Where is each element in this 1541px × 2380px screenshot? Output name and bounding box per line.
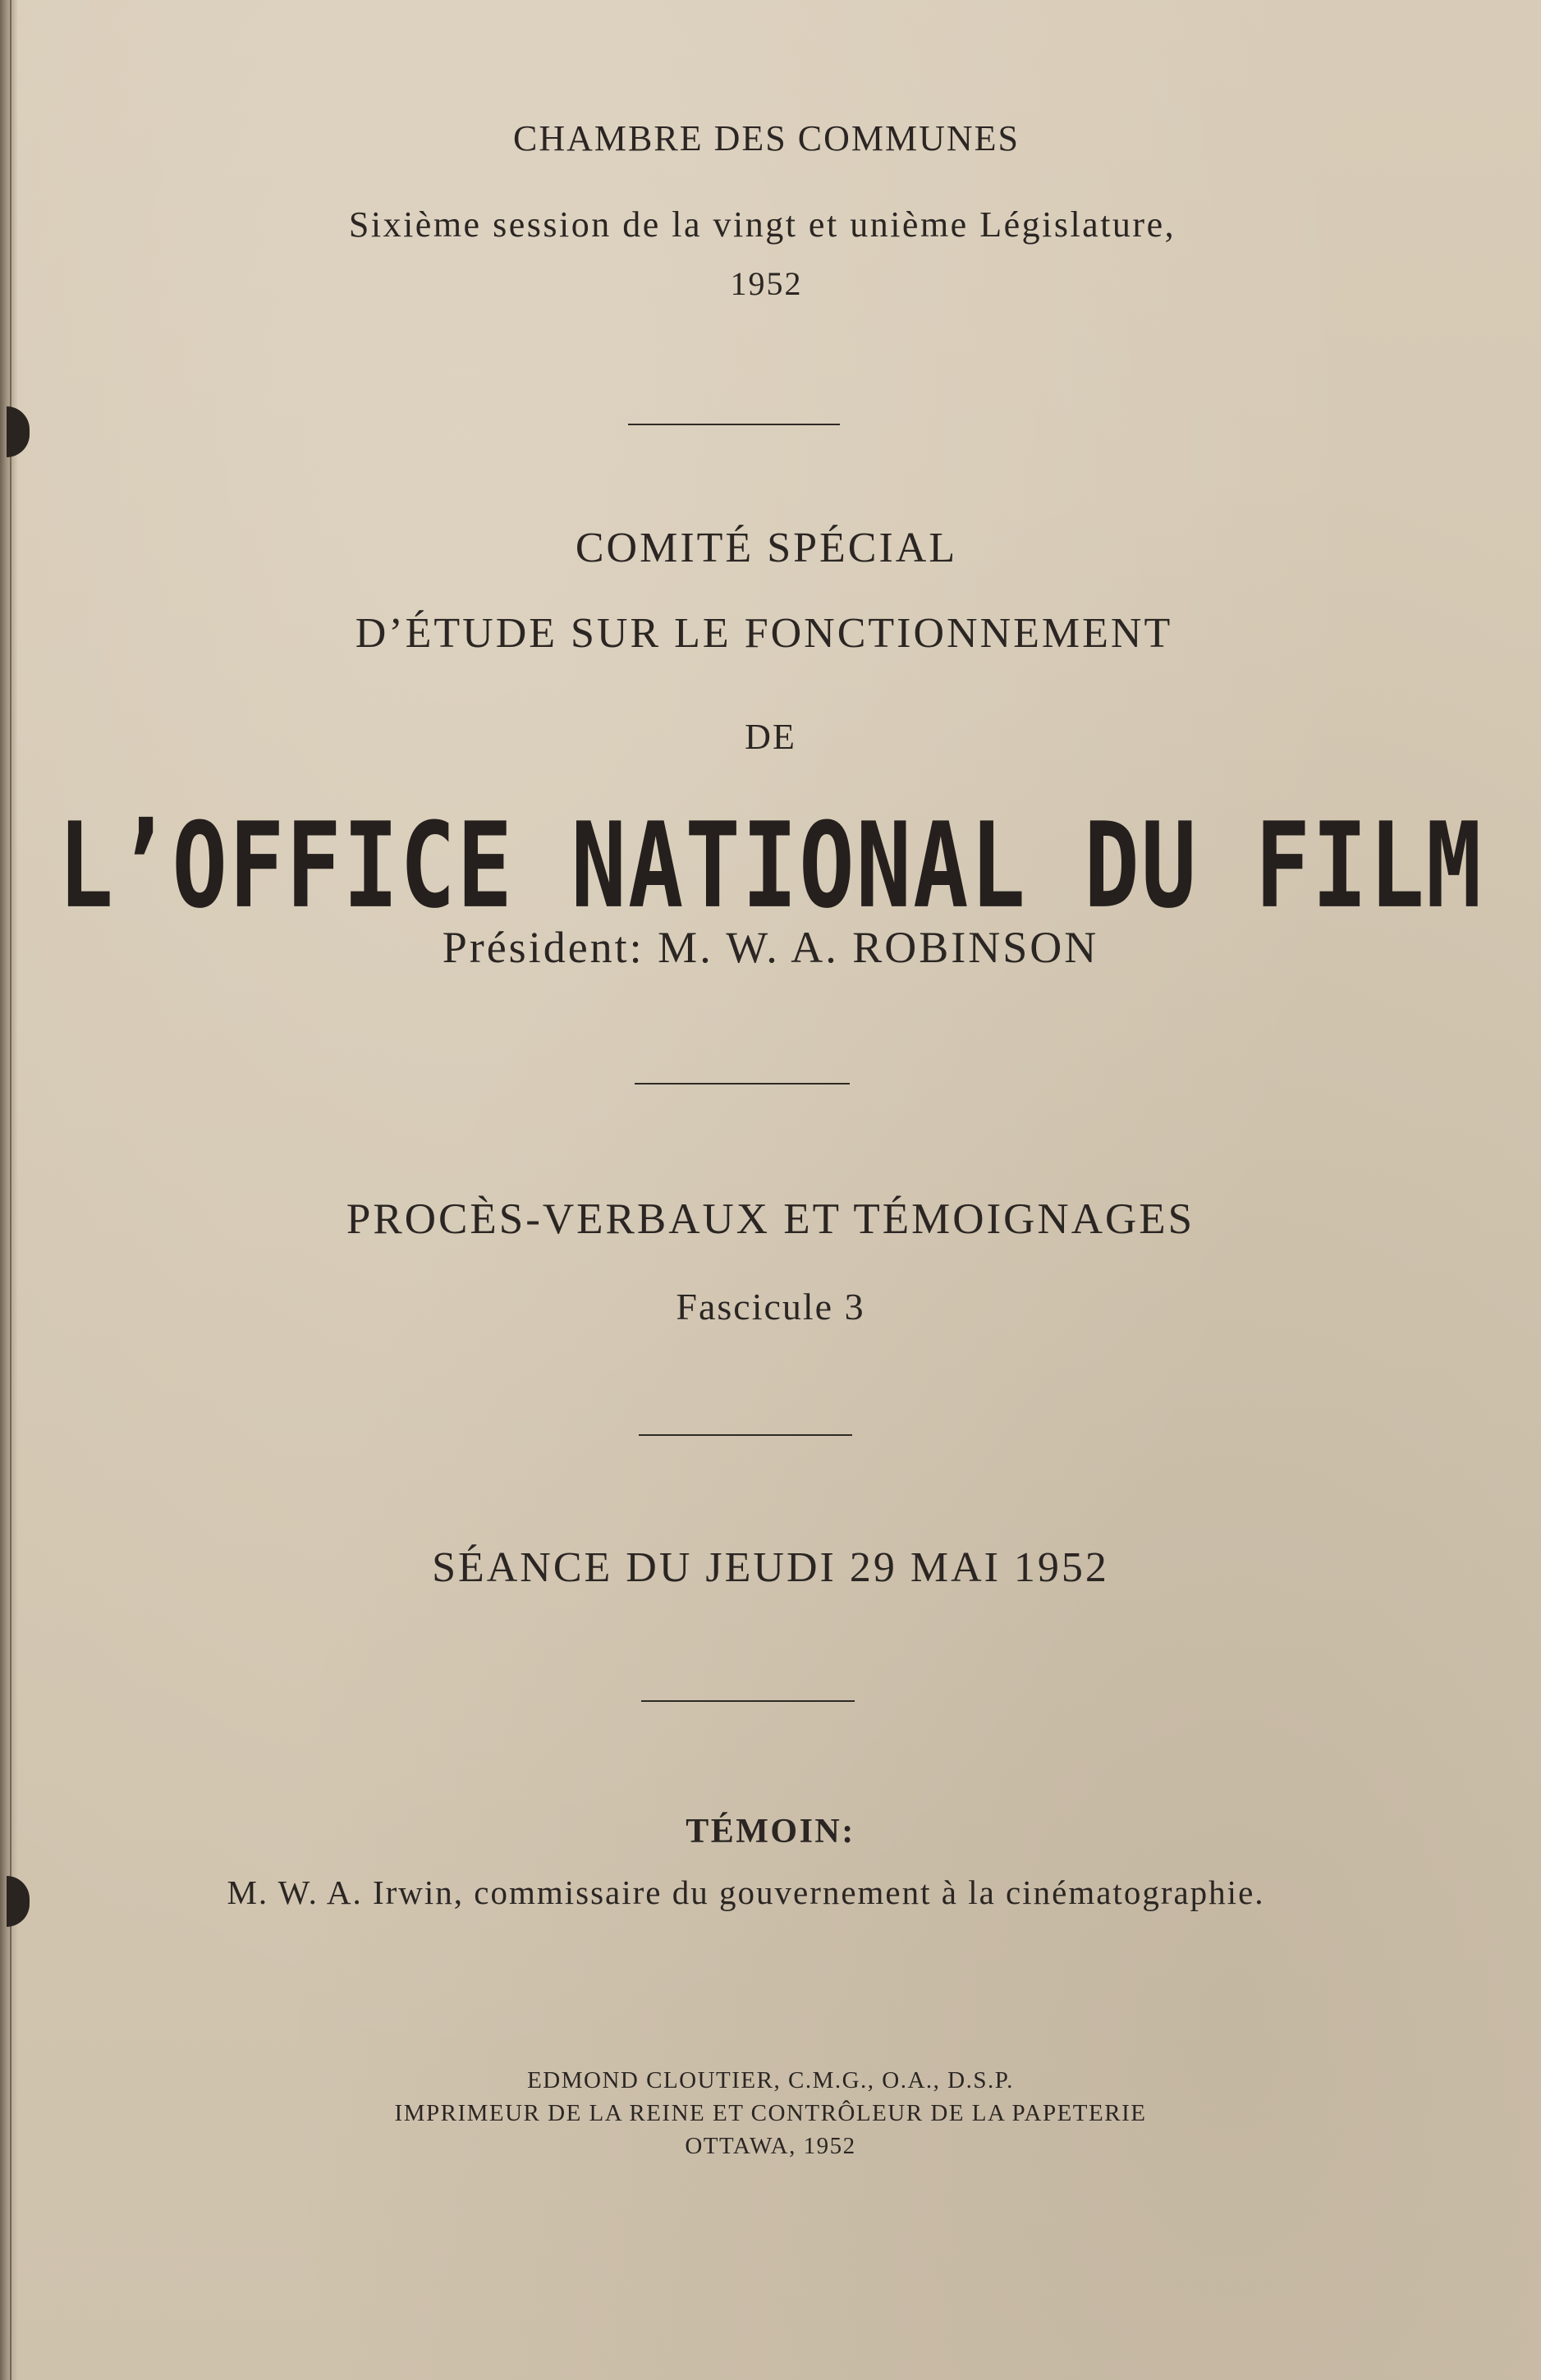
witness-name: M. W. A. Irwin, commissaire du gouvernement à la cinématographie. [227, 1873, 1265, 1911]
binding-line [10, 0, 11, 2380]
proceedings-title: PROCÈS-VERBAUX ET TÉMOIGNAGES [346, 1195, 1195, 1243]
divider-rule [639, 1434, 852, 1436]
committee-president: Président: M. W. A. ROBINSON [442, 923, 1099, 972]
committee-title: COMITÉ SPÉCIAL [575, 525, 958, 571]
divider-rule [641, 1700, 855, 1702]
printer-name: EDMOND CLOUTIER, C.M.G., O.A., D.S.P. [527, 2067, 1014, 2093]
session-line: Sixième session de la vingt et unième Législature, [348, 204, 1176, 245]
printer-title: IMPRIMEUR DE LA REINE ET CONTRÔLEUR DE LA PAPETERIE [394, 2100, 1147, 2126]
binding-edge [0, 0, 18, 2380]
divider-rule [635, 1083, 850, 1085]
office-name-heading: L’OFFICE NATIONAL DU FILM [57, 798, 1484, 935]
staple-top [7, 406, 30, 457]
witness-label: TÉMOIN: [686, 1813, 855, 1850]
sitting-date: SÉANCE DU JEUDI 29 MAI 1952 [432, 1544, 1109, 1591]
printer-place-year: OTTAWA, 1952 [685, 2133, 856, 2159]
divider-rule [628, 424, 840, 425]
session-year: 1952 [730, 265, 803, 302]
fascicle-number: Fascicule 3 [676, 1286, 865, 1328]
house-title: CHAMBRE DES COMMUNES [513, 118, 1020, 158]
committee-connector: DE [745, 717, 796, 757]
committee-subtitle: D’ÉTUDE SUR LE FONCTIONNEMENT [355, 610, 1173, 657]
